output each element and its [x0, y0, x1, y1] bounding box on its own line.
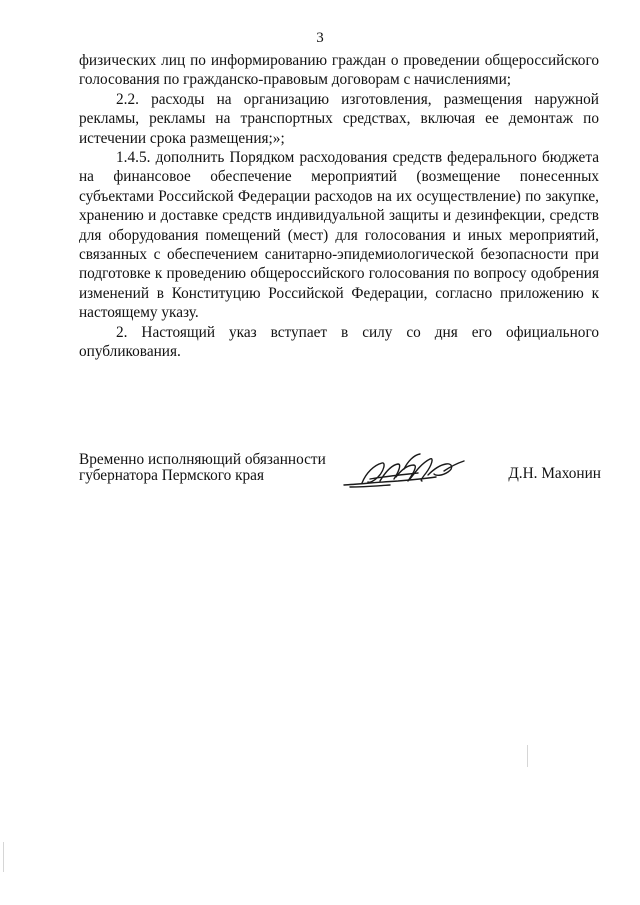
signer-name: Д.Н. Махонин	[508, 465, 601, 482]
scan-edge-mark-left	[3, 842, 4, 872]
scan-edge-mark-right	[527, 745, 528, 767]
signatory-position-line-1: Временно исполняющий обязанности	[79, 451, 326, 468]
page-number: 3	[316, 30, 324, 46]
signatory-position-line-2: губернатора Пермского края	[79, 467, 265, 484]
document-body	[79, 51, 599, 362]
paragraph-clause-1-4-5: 1.4.5. дополнить Порядком расходования средств федерального бюджета на финансовое обеспечение мероприятий (возмещение понесенных субъектами Российской Федерации расходов на их осуществление) по закупке, хранению и доставке средств индивидуальной защиты и дезинфекции, средств для оборудования помещений (мест) для голосования и иных мероприятий, связанных с обеспечением санитарно-эпидемиологической безопасности при подготовке к проведению общероссийского голосования по вопросу одобрения изменений в Конституцию Российской Федерации, согласно приложению к настоящему указу.	[79, 149, 599, 322]
handwritten-signature	[340, 451, 468, 495]
paragraph-clause-2: 2. Настоящий указ вступает в силу со дня его официального опубликования.	[79, 323, 599, 361]
signatory-position	[79, 452, 339, 484]
paragraph-continuation: физических лиц по информированию граждан о проведении общероссийского голосования по гражданско-правовым договорам с начислениями;	[79, 52, 599, 89]
paragraph-clause-2-2: 2.2. расходы на организацию изготовления, размещения наружной рекламы, рекламы на транспортных средствах, включая ее демонтаж по истечении срока размещения;»;	[79, 90, 599, 147]
